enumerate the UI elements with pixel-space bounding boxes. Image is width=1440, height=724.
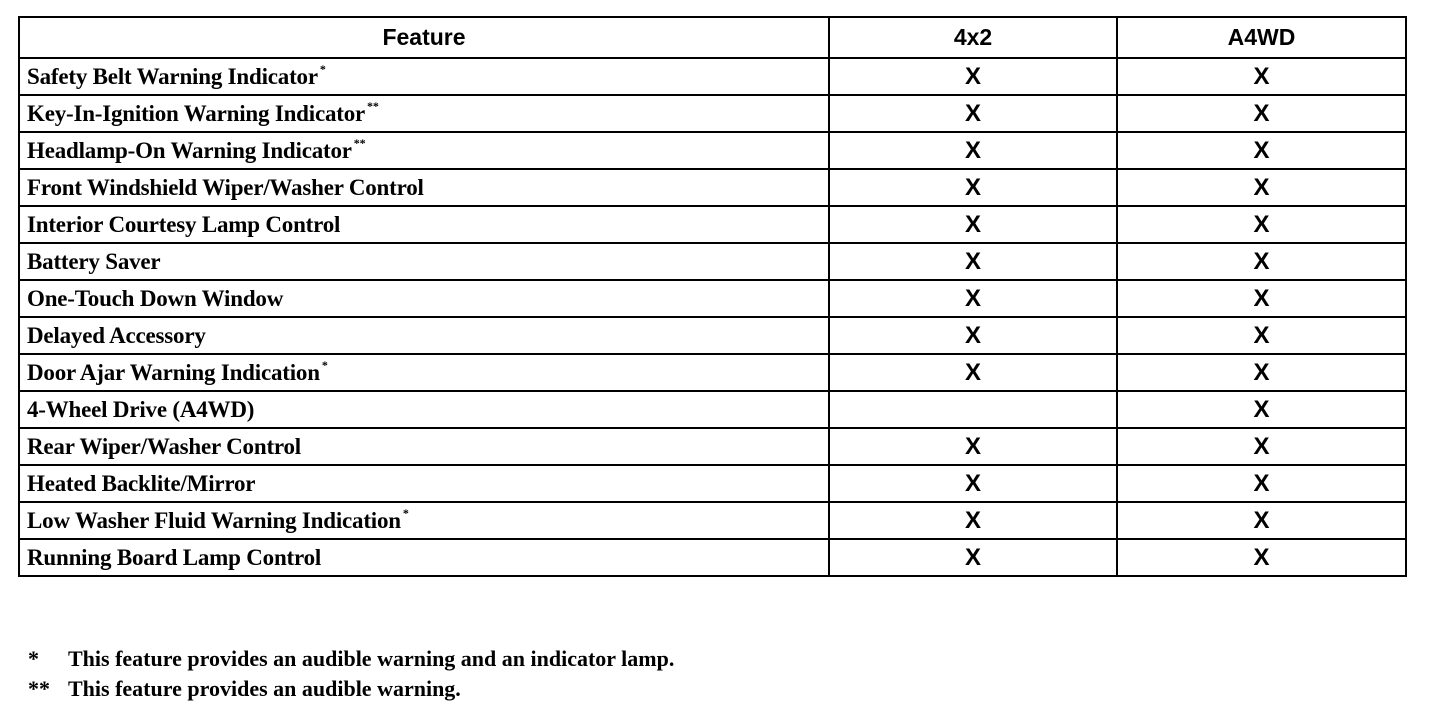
feature-table <box>18 16 1407 577</box>
mark-4x2 <box>829 391 1117 428</box>
table-row <box>19 391 1406 428</box>
mark-4x2: X <box>829 465 1117 502</box>
footnote-marker: ** <box>367 98 379 113</box>
table-row <box>19 428 1406 465</box>
feature-cell <box>19 317 829 354</box>
header-4x2: 4x2 <box>829 17 1117 58</box>
table-row <box>19 465 1406 502</box>
footnote-text: This feature provides an audible warning. <box>68 676 461 701</box>
mark-4x2: X <box>829 428 1117 465</box>
mark-a4wd: X <box>1117 354 1406 391</box>
feature-cell <box>19 465 829 502</box>
footnote-marker: * <box>402 505 409 520</box>
table-row <box>19 206 1406 243</box>
feature-label: One-Touch Down Window <box>27 285 284 311</box>
feature-label: Front Windshield Wiper/Washer Control <box>27 174 424 200</box>
mark-a4wd: X <box>1117 465 1406 502</box>
mark-a4wd: X <box>1117 132 1406 169</box>
table-row <box>19 317 1406 354</box>
table-row <box>19 169 1406 206</box>
feature-cell <box>19 391 829 428</box>
footnote-symbol: ** <box>28 676 50 701</box>
mark-4x2: X <box>829 132 1117 169</box>
table-row <box>19 132 1406 169</box>
mark-a4wd: X <box>1117 539 1406 576</box>
table-header-row <box>19 17 1406 58</box>
feature-cell <box>19 502 829 539</box>
feature-cell <box>19 428 829 465</box>
mark-4x2: X <box>829 502 1117 539</box>
mark-a4wd: X <box>1117 243 1406 280</box>
feature-label: Battery Saver <box>27 248 161 274</box>
mark-a4wd: X <box>1117 206 1406 243</box>
feature-label: Low Washer Fluid Warning Indication <box>27 507 401 533</box>
footnote-symbol: * <box>28 646 39 671</box>
feature-label: Safety Belt Warning Indicator <box>27 63 318 89</box>
table-row <box>19 280 1406 317</box>
mark-a4wd: X <box>1117 169 1406 206</box>
footnote-double-asterisk <box>28 676 674 706</box>
mark-4x2: X <box>829 317 1117 354</box>
mark-4x2: X <box>829 169 1117 206</box>
feature-label: Heated Backlite/Mirror <box>27 470 256 496</box>
mark-4x2: X <box>829 539 1117 576</box>
mark-4x2: X <box>829 280 1117 317</box>
feature-cell <box>19 539 829 576</box>
table-row <box>19 243 1406 280</box>
table-row <box>19 95 1406 132</box>
feature-label: Key-In-Ignition Warning Indicator <box>27 100 366 126</box>
footnote-single-asterisk <box>28 646 674 676</box>
feature-cell <box>19 58 829 95</box>
header-a4wd: A4WD <box>1117 17 1406 58</box>
mark-a4wd: X <box>1117 280 1406 317</box>
feature-cell <box>19 354 829 391</box>
mark-a4wd: X <box>1117 95 1406 132</box>
feature-label: Delayed Accessory <box>27 322 206 348</box>
feature-label: Door Ajar Warning Indication <box>27 359 320 385</box>
feature-cell <box>19 280 829 317</box>
feature-cell <box>19 206 829 243</box>
mark-4x2: X <box>829 243 1117 280</box>
footnote-marker: ** <box>353 135 366 150</box>
feature-label: Headlamp-On Warning Indicator <box>27 137 352 163</box>
table-row <box>19 539 1406 576</box>
mark-4x2: X <box>829 95 1117 132</box>
feature-label: Rear Wiper/Washer Control <box>27 433 301 459</box>
mark-a4wd: X <box>1117 317 1406 354</box>
table-row <box>19 354 1406 391</box>
mark-4x2: X <box>829 354 1117 391</box>
footnote-marker: * <box>321 357 328 372</box>
feature-cell <box>19 95 829 132</box>
feature-cell <box>19 243 829 280</box>
feature-cell <box>19 169 829 206</box>
mark-a4wd: X <box>1117 428 1406 465</box>
footnote-text: This feature provides an audible warning and an indicator lamp. <box>68 646 675 671</box>
header-feature: Feature <box>19 17 829 58</box>
mark-a4wd: X <box>1117 58 1406 95</box>
feature-label: Running Board Lamp Control <box>27 544 322 570</box>
footnote-marker: * <box>319 61 326 76</box>
table-row <box>19 58 1406 95</box>
feature-label: 4-Wheel Drive (A4WD) <box>27 396 255 422</box>
feature-cell <box>19 132 829 169</box>
footnotes <box>28 646 674 706</box>
mark-a4wd: X <box>1117 391 1406 428</box>
mark-4x2: X <box>829 58 1117 95</box>
table-row <box>19 502 1406 539</box>
feature-label: Interior Courtesy Lamp Control <box>27 211 341 237</box>
mark-4x2: X <box>829 206 1117 243</box>
mark-a4wd: X <box>1117 502 1406 539</box>
